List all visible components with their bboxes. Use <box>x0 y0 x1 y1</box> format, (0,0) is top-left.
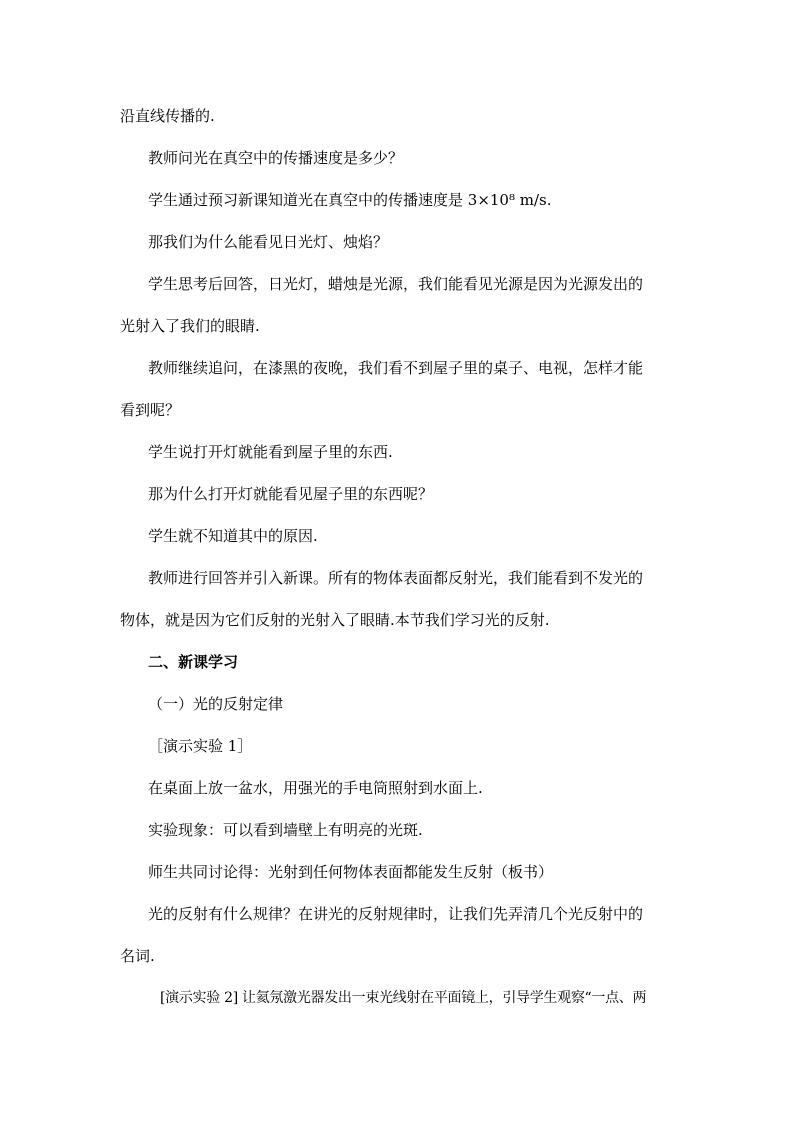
text-line-1: 沿直线传播的. <box>120 107 215 125</box>
text-line-6: 光射入了我们的眼睛. <box>120 317 260 335</box>
text-line-8: 看到呢？ <box>120 401 181 419</box>
text-line-3: 学生通过预习新课知道光在真空中的传播速度是 3×10⁸ m/s. <box>148 191 552 209</box>
experiment-1-label: ［演示实验 1］ <box>148 737 253 755</box>
text-line-19: 师生共同讨论得：光射到任何物体表面都能发生反射（板书） <box>148 863 554 881</box>
text-line-5: 学生思考后回答，日光灯，蜡烛是光源，我们能看见光源是因为光源发出的 <box>148 275 644 293</box>
text-line-10: 那为什么打开灯就能看见屋子里的东西呢？ <box>148 485 434 503</box>
text-line-11: 学生就不知道其中的原因. <box>148 527 318 545</box>
text-line-21: 名词. <box>120 947 155 965</box>
text-line-13: 物体，就是因为它们反射的光射入了眼睛.本节我们学习光的反射. <box>120 611 550 629</box>
text-line-2: 教师问光在真空中的传播速度是多少？ <box>148 149 404 167</box>
text-line-17: 在桌面上放一盆水，用强光的手电筒照射到水面上. <box>148 779 483 797</box>
text-line-22: [演示实验 2] 让氦氖激光器发出一束光线射在平面镜上，引导学生观察“一点、两 <box>160 990 647 1006</box>
text-line-18: 实验现象：可以看到墙壁上有明亮的光斑. <box>148 821 423 839</box>
text-line-9: 学生说打开灯就能看到屋子里的东西. <box>148 443 393 461</box>
subsection-heading: （一）光的反射定律 <box>148 695 284 713</box>
section-heading: 二、新课学习 <box>148 653 239 671</box>
text-line-12: 教师进行回答并引入新课。所有的物体表面都反射光，我们能看到不发光的 <box>148 569 644 587</box>
text-line-7: 教师继续追问，在漆黑的夜晚，我们看不到屋子里的桌子、电视，怎样才能 <box>148 359 644 377</box>
text-line-4: 那我们为什么能看见日光灯、烛焰？ <box>148 233 389 251</box>
text-line-20: 光的反射有什么规律？在讲光的反射规律时，让我们先弄清几个光反射中的 <box>148 905 644 923</box>
